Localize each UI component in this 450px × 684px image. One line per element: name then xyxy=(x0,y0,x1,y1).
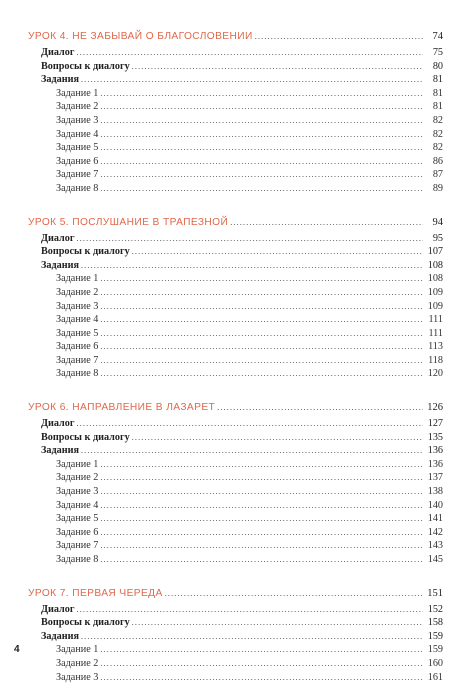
leader-dots xyxy=(132,60,423,74)
page-ref: 82 xyxy=(432,128,443,140)
leader-dots xyxy=(81,73,423,87)
lesson-heading[interactable] xyxy=(28,214,443,231)
toc-entry-task[interactable] xyxy=(28,526,443,540)
toc-entry-task[interactable] xyxy=(28,367,443,381)
page-ref: 161 xyxy=(427,671,443,683)
toc-entry-questions[interactable] xyxy=(28,431,443,445)
page-ref: 81 xyxy=(432,101,443,113)
entry-label: Задания xyxy=(41,259,79,271)
page-ref: 120 xyxy=(427,368,443,380)
toc-entry-task[interactable] xyxy=(28,182,443,196)
leader-dots xyxy=(77,46,424,60)
leader-dots xyxy=(81,630,423,644)
page-ref: 113 xyxy=(428,341,443,353)
toc-entry-task[interactable] xyxy=(28,100,443,114)
entry-label: Задание 5 xyxy=(56,513,99,525)
page-ref: 89 xyxy=(432,182,443,194)
entry-label: Задание 4 xyxy=(56,128,99,140)
page-ref: 158 xyxy=(427,617,443,629)
leader-dots xyxy=(100,458,423,472)
toc-entry-task[interactable] xyxy=(28,286,443,300)
section-spacer xyxy=(28,196,443,214)
toc-entry-task[interactable] xyxy=(28,499,443,513)
leader-dots xyxy=(132,245,423,259)
entry-label: Задание 3 xyxy=(56,300,99,312)
leader-dots xyxy=(100,485,423,499)
page-ref: 80 xyxy=(432,60,443,72)
entry-label: Задание 7 xyxy=(56,169,99,181)
leader-dots xyxy=(100,182,423,196)
page-ref: 136 xyxy=(427,445,443,457)
entry-label: Вопросы к диалогу xyxy=(41,246,130,258)
toc-entry-tasks[interactable] xyxy=(28,444,443,458)
toc-entry-task[interactable] xyxy=(28,354,443,368)
toc-entry-task[interactable] xyxy=(28,128,443,142)
leader-dots xyxy=(255,28,423,45)
leader-dots xyxy=(100,539,423,553)
page-ref: 82 xyxy=(432,142,443,154)
leader-dots xyxy=(100,499,423,513)
toc-entry-task[interactable] xyxy=(28,168,443,182)
toc-entry-task[interactable] xyxy=(28,458,443,472)
page-ref: 81 xyxy=(432,87,443,99)
entry-label: Задание 5 xyxy=(56,142,99,154)
page-ref: 95 xyxy=(432,232,443,244)
page-ref: 152 xyxy=(427,603,443,615)
toc-entry-task[interactable] xyxy=(28,327,443,341)
entry-label: Диалог xyxy=(41,603,75,615)
entry-label: Задание 2 xyxy=(56,657,99,669)
entry-label: Задание 8 xyxy=(56,182,99,194)
toc-entry-tasks[interactable] xyxy=(28,630,443,644)
leader-dots xyxy=(100,512,423,526)
entry-label: Задание 3 xyxy=(56,486,99,498)
entry-label: Задание 2 xyxy=(56,472,99,484)
page-ref: 111 xyxy=(428,327,443,339)
toc-entry-task[interactable] xyxy=(28,539,443,553)
page-ref: 137 xyxy=(427,472,443,484)
page-ref: 111 xyxy=(428,314,443,326)
entry-label: Вопросы к диалогу xyxy=(41,617,130,629)
toc-entry-task[interactable] xyxy=(28,671,443,684)
toc-entry-questions[interactable] xyxy=(28,60,443,74)
page-ref: 141 xyxy=(427,513,443,525)
toc-entry-task[interactable] xyxy=(28,313,443,327)
leader-dots xyxy=(100,114,423,128)
entry-label: Задание 2 xyxy=(56,101,99,113)
entry-label: Задание 6 xyxy=(56,155,99,167)
page-ref: 127 xyxy=(427,418,443,430)
lesson-title: УРОК 5. ПОСЛУШАНИЕ В ТРАПЕЗНОЙ xyxy=(28,216,229,228)
toc-entry-task[interactable] xyxy=(28,485,443,499)
entry-label: Задание 1 xyxy=(56,458,99,470)
leader-dots xyxy=(100,286,423,300)
leader-dots xyxy=(77,603,424,617)
leader-dots xyxy=(100,300,423,314)
leader-dots xyxy=(100,354,423,368)
toc-entry-task[interactable] xyxy=(28,657,443,671)
toc-entry-task[interactable] xyxy=(28,643,443,657)
leader-dots xyxy=(100,327,423,341)
entry-label: Диалог xyxy=(41,232,75,244)
page-ref: 140 xyxy=(427,499,443,511)
entry-label: Задание 1 xyxy=(56,273,99,285)
lesson-heading[interactable] xyxy=(28,28,443,45)
page-ref: 126 xyxy=(427,402,443,414)
leader-dots xyxy=(100,553,423,567)
leader-dots xyxy=(165,585,423,602)
leader-dots xyxy=(100,155,423,169)
page-ref: 109 xyxy=(427,286,443,298)
entry-label: Задание 4 xyxy=(56,314,99,326)
leader-dots xyxy=(100,87,423,101)
toc-entry-task[interactable] xyxy=(28,471,443,485)
lesson-heading[interactable] xyxy=(28,585,443,602)
leader-dots xyxy=(100,340,423,354)
leader-dots xyxy=(100,526,423,540)
section-spacer xyxy=(28,381,443,399)
toc-entry-dialog[interactable] xyxy=(28,46,443,60)
entry-label: Задание 2 xyxy=(56,286,99,298)
entry-label: Задание 1 xyxy=(56,87,99,99)
page-ref: 142 xyxy=(427,526,443,538)
page-ref: 109 xyxy=(427,300,443,312)
toc-entry-task[interactable] xyxy=(28,141,443,155)
entry-label: Задания xyxy=(41,630,79,642)
entry-label: Задание 3 xyxy=(56,114,99,126)
page-ref: 86 xyxy=(432,155,443,167)
leader-dots xyxy=(217,399,423,416)
leader-dots xyxy=(77,232,424,246)
leader-dots xyxy=(100,141,423,155)
page-ref: 143 xyxy=(427,540,443,552)
page-ref: 107 xyxy=(427,246,443,258)
page-ref: 87 xyxy=(432,169,443,181)
page-number: 4 xyxy=(14,644,20,655)
page-ref: 94 xyxy=(432,216,443,228)
leader-dots xyxy=(100,272,423,286)
entry-label: Задание 4 xyxy=(56,499,99,511)
page-ref: 108 xyxy=(427,273,443,285)
entry-label: Задание 3 xyxy=(56,671,99,683)
leader-dots xyxy=(100,367,423,381)
leader-dots xyxy=(100,128,423,142)
entry-label: Задание 6 xyxy=(56,341,99,353)
lesson-title: УРОК 7. ПЕРВАЯ ЧЕРЕДА xyxy=(28,587,163,599)
toc-entry-task[interactable] xyxy=(28,114,443,128)
page-ref: 151 xyxy=(427,587,443,599)
toc-entry-dialog[interactable] xyxy=(28,417,443,431)
entry-label: Задание 7 xyxy=(56,354,99,366)
page-ref: 159 xyxy=(427,630,443,642)
page-ref: 135 xyxy=(427,431,443,443)
entry-label: Задание 6 xyxy=(56,526,99,538)
leader-dots xyxy=(77,417,424,431)
toc-entry-questions[interactable] xyxy=(28,616,443,630)
lesson-heading[interactable] xyxy=(28,399,443,416)
page-ref: 108 xyxy=(427,259,443,271)
leader-dots xyxy=(100,671,423,684)
leader-dots xyxy=(100,657,423,671)
entry-label: Диалог xyxy=(41,47,75,58)
leader-dots xyxy=(81,259,423,273)
toc-entry-questions[interactable] xyxy=(28,245,443,259)
entry-label: Вопросы к диалогу xyxy=(41,431,130,443)
entry-label: Задание 1 xyxy=(56,644,99,656)
entry-label: Задания xyxy=(41,445,79,457)
leader-dots xyxy=(132,431,423,445)
toc-entry-task[interactable] xyxy=(28,553,443,567)
table-of-contents xyxy=(28,28,443,684)
page-ref: 160 xyxy=(427,657,443,669)
section-spacer xyxy=(28,567,443,585)
page-ref: 136 xyxy=(427,458,443,470)
page-ref: 82 xyxy=(432,114,443,126)
leader-dots xyxy=(81,444,423,458)
leader-dots xyxy=(100,471,423,485)
entry-label: Задания xyxy=(41,74,79,86)
toc-entry-task[interactable] xyxy=(28,512,443,526)
page-ref: 118 xyxy=(428,354,443,366)
entry-label: Задание 8 xyxy=(56,368,99,380)
toc-entry-task[interactable] xyxy=(28,155,443,169)
toc-entry-task[interactable] xyxy=(28,272,443,286)
toc-entry-task[interactable] xyxy=(28,340,443,354)
leader-dots xyxy=(100,313,423,327)
page-ref: 145 xyxy=(427,554,443,565)
toc-entry-dialog[interactable] xyxy=(28,232,443,246)
entry-label: Вопросы к диалогу xyxy=(41,60,130,72)
lesson-title: УРОК 4. НЕ ЗАБЫВАЙ О БЛАГОСЛОВЕНИИ xyxy=(28,31,253,42)
leader-dots xyxy=(100,643,423,657)
toc-entry-dialog[interactable] xyxy=(28,603,443,617)
toc-entry-tasks[interactable] xyxy=(28,73,443,87)
lesson-title: УРОК 6. НАПРАВЛЕНИЕ В ЛАЗАРЕТ xyxy=(28,402,216,414)
page-ref: 159 xyxy=(427,644,443,656)
leader-dots xyxy=(230,214,423,231)
toc-entry-tasks[interactable] xyxy=(28,259,443,273)
toc-entry-task[interactable] xyxy=(28,87,443,101)
page-ref: 81 xyxy=(432,74,443,86)
page-ref: 75 xyxy=(432,47,443,58)
entry-label: Диалог xyxy=(41,418,75,430)
leader-dots xyxy=(100,100,423,114)
entry-label: Задание 8 xyxy=(56,554,99,565)
entry-label: Задание 5 xyxy=(56,327,99,339)
toc-entry-task[interactable] xyxy=(28,300,443,314)
page-ref: 74 xyxy=(432,31,443,42)
page-ref: 138 xyxy=(427,486,443,498)
leader-dots xyxy=(132,616,423,630)
entry-label: Задание 7 xyxy=(56,540,99,552)
leader-dots xyxy=(100,168,423,182)
